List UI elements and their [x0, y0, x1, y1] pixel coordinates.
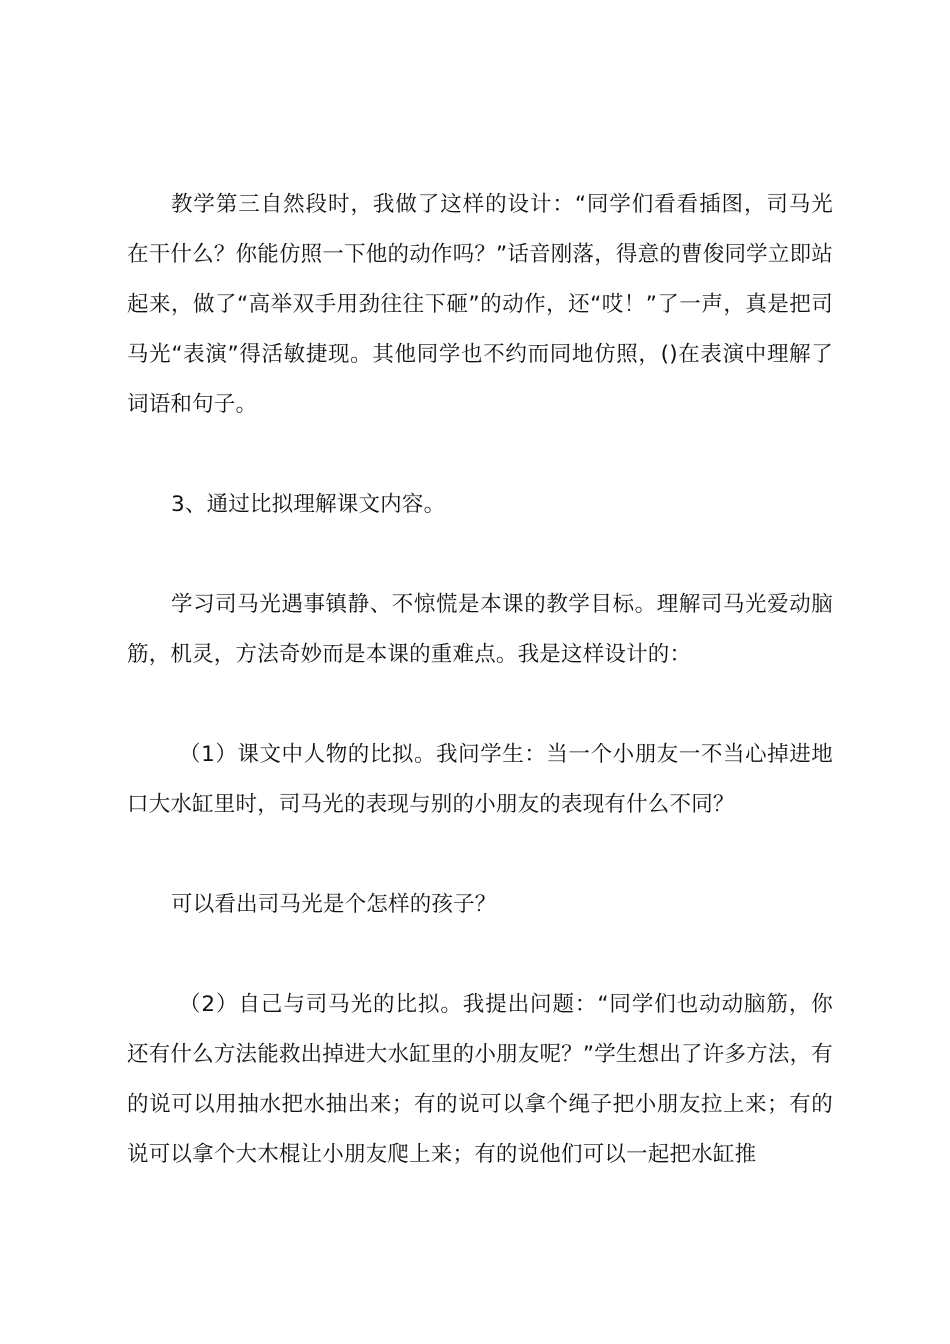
paragraph-character-comparison: （1）课文中人物的比拟。我问学生：当一个小朋友一不当心掉进地口大水缸里时，司马光的表现与别的小朋友的表现有什么不同？	[127, 742, 833, 817]
paragraph-teaching-goal: 学习司马光遇事镇静、不惊慌是本课的教学目标。理解司马光爱动脑筋，机灵，方法奇妙而是本课的重难点。我是这样设计的：	[127, 592, 833, 667]
paragraph-question: 可以看出司马光是个怎样的孩子？	[171, 892, 497, 917]
paragraph-heading-comparison: 3、通过比拟理解课文内容。	[171, 492, 446, 517]
paragraph-self-comparison: （2）自己与司马光的比拟。我提出问题：“同学们也动动脑筋，你还有什么方法能救出掉进大水缸里的小朋友呢？”学生想出了许多方法，有的说可以用抽水把水抽出来；有的说可以拿个绳子把小朋友拉上来；有的说可以拿个大木棍让小朋友爬上来；有的说他们可以一起把水缸推	[127, 992, 833, 1167]
paragraph-teaching-design: 教学第三自然段时，我做了这样的设计：“同学们看看插图，司马光在干什么？你能仿照一下他的动作吗？”话音刚落，得意的曹俊同学立即站起来，做了“高举双手用劲往往下砸”的动作，还“哎！”了一声，真是把司马光“表演”得活敏捷现。其他同学也不约而同地仿照，()在表演中理解了词语和句子。	[127, 192, 833, 417]
